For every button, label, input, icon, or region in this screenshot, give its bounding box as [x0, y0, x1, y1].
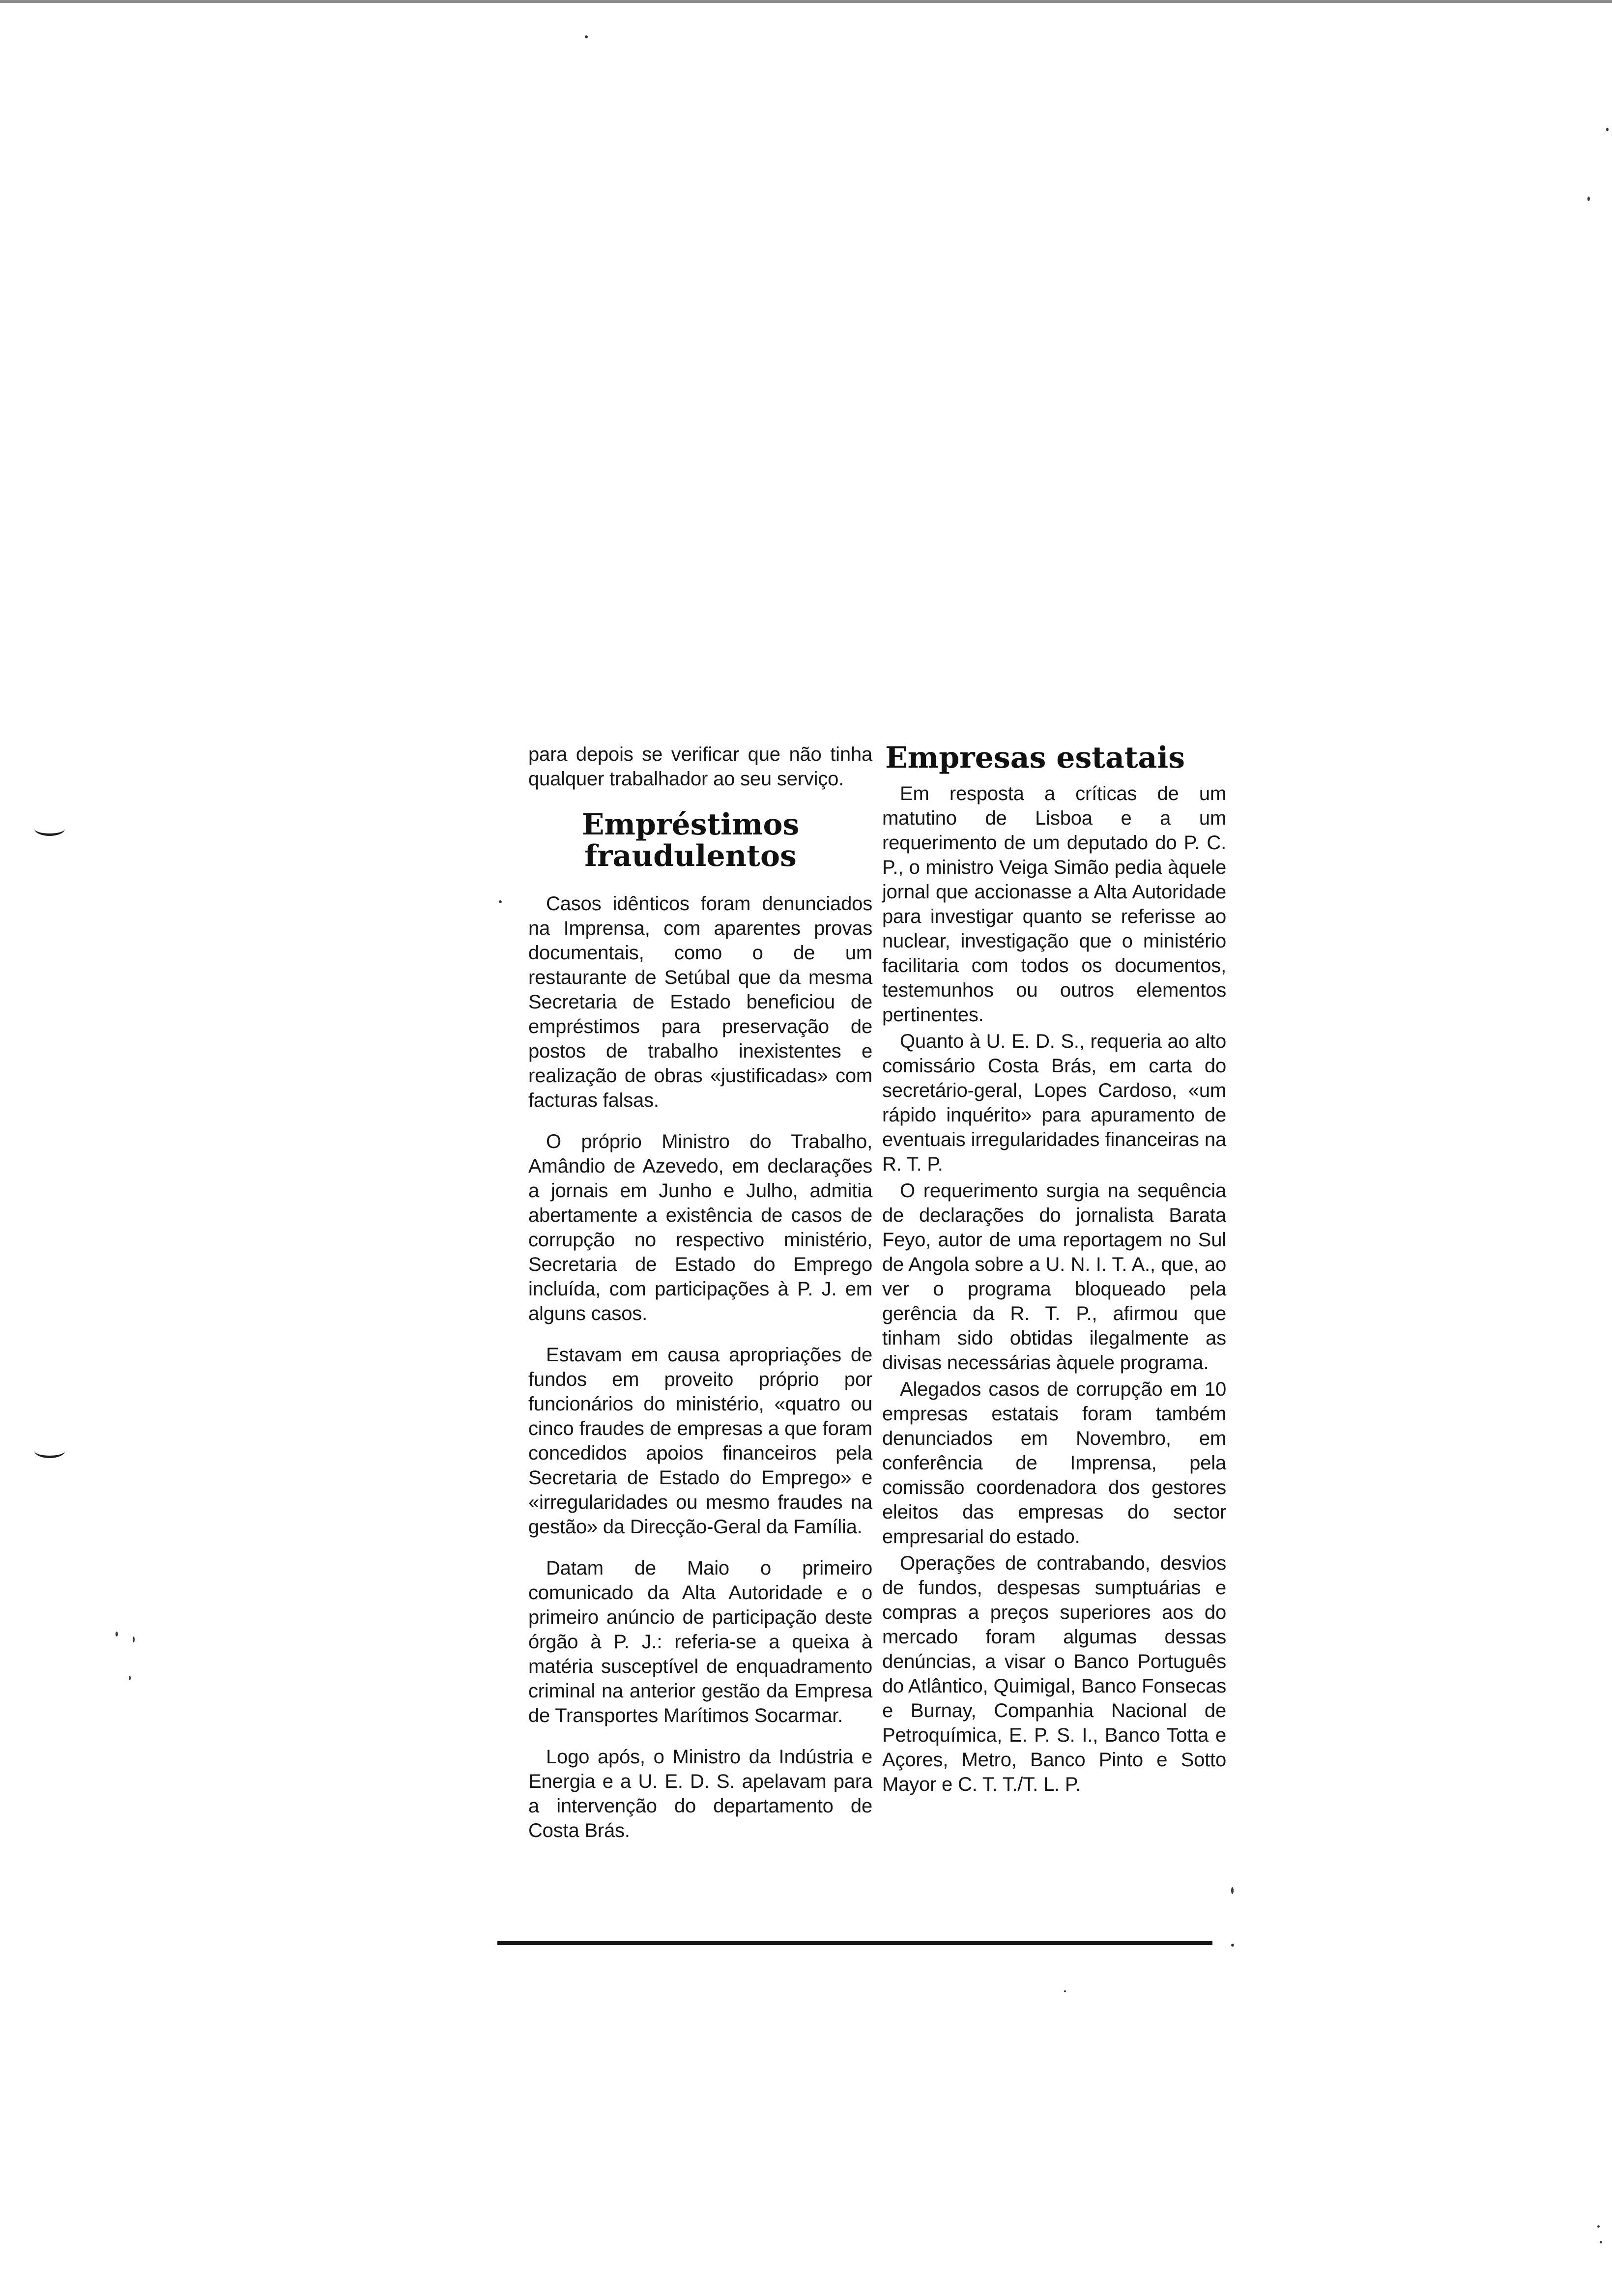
article-column-right: [882, 742, 1226, 1799]
article-paragraph: Estavam em causa apropriações de fundos em proveito próprio por funcionários do ministério, «quatro ou cinco fraudes de empresas a que foram concedidos apoios financeiros pela Secretaria de Estado do Emprego» e «irregularidades ou mesmo fraudes na gestão» da Direcção-Geral da Família.: [528, 1344, 872, 1538]
article-paragraph: Casos idênticos foram denunciados na Imprensa, com aparentes provas documentais, como o de um restaurante de Setúbal que da mesma Secretaria de Estado beneficiou de empréstimos para preservação de postos de trabalho inexistentes e realização de obras «justificadas» com facturas falsas.: [528, 893, 872, 1111]
article-paragraph: Quanto à U. E. D. S., requeria ao alto comissário Costa Brás, em carta do secretário-geral, Lopes Cardoso, «um rápido inquérito» para apuramento de eventuais irregularidades financeiras na R. T. P.: [882, 1031, 1226, 1175]
scan-speck: [1231, 1944, 1234, 1947]
article-paragraph: Alegados casos de corrupção em 10 empresas estatais foram também denunciados em Novembro, em conferência de Imprensa, pela comissão coordenadora dos gestores eleitos das empresas do sector empresarial do estado.: [882, 1378, 1226, 1548]
binder-hole-mark-upper: [34, 822, 65, 836]
article-column-left: [528, 742, 872, 1860]
article-paragraph: O próprio Ministro do Trabalho, Amândio de Azevedo, em declarações a jornais em Junho e Julho, admitia abertamente a existência de casos de corrupção no respectivo ministério, Secretaria de Estado do Emprego incluída, com participações à P. J. em alguns casos.: [528, 1131, 872, 1324]
scan-speck: [1606, 128, 1609, 131]
article-paragraph: O requerimento surgia na sequência de declarações do jornalista Barata Feyo, autor de uma reportagem no Sul de Angola sobre a U. N. I. T. A., que, ao ver o programa bloqueado pela gerência da R. T. P., afirmou que tinham sido obtidas ilegalmente as divisas necessárias àquele programa.: [882, 1180, 1226, 1374]
section-heading-emprestimos: Empréstimos fraudulentos: [581, 807, 800, 873]
article-bottom-rule: [497, 1941, 1212, 1945]
scan-speck: [1064, 1990, 1066, 1992]
scan-speck: [133, 1636, 135, 1642]
article-paragraph: Datam de Maio o primeiro comunicado da Alta Autoridade e o primeiro anúncio de participação deste órgão à P. J.: referia-se a queixa à matéria susceptível de enquadramento criminal na anterior gestão da Empresa de Transportes Marítimos Socarmar.: [528, 1557, 872, 1726]
section-heading-empresas: Empresas estatais: [885, 741, 1185, 775]
binder-hole-mark-lower: [34, 1444, 65, 1458]
article-paragraph: para depois se verificar que não tinha qualquer trabalhador ao seu serviço.: [528, 744, 872, 790]
article-paragraph: Em resposta a críticas de um matutino de Lisboa e a um requerimento de um deputado do P. C. P., o ministro Veiga Simão pedia àquele jornal que accionasse a Alta Autoridade para investigar quanto se referisse ao nuclear, investigação que o ministério facilitaria com todos os documentos, testemunhos ou outros elementos pertinentes.: [882, 783, 1226, 1026]
scan-speck: [499, 900, 502, 903]
scan-speck: [115, 1632, 118, 1636]
scan-speck: [585, 35, 588, 38]
scan-top-edge-line: [0, 0, 1612, 3]
scan-speck: [1597, 2225, 1600, 2228]
article-paragraph: Operações de contrabando, desvios de fundos, despesas sumptuárias e compras a preços superiores aos do mercado foram algumas dessas denúncias, a visar o Banco Português do Atlântico, Quimigal, Banco Fonsecas e Burnay, Companhia Nacional de Petroquímica, E. P. S. I., Banco Totta e Açores, Metro, Banco Pinto e Sotto Mayor e C. T. T./T. L. P.: [882, 1552, 1226, 1795]
scan-speck: [1587, 197, 1590, 201]
article-paragraph: Logo após, o Ministro da Indústria e Energia e a U. E. D. S. apelavam para a intervenção do departamento de Costa Brás.: [528, 1746, 872, 1841]
scan-speck: [1231, 1887, 1234, 1894]
scan-speck: [1600, 2241, 1602, 2243]
scan-speck: [129, 1676, 131, 1680]
